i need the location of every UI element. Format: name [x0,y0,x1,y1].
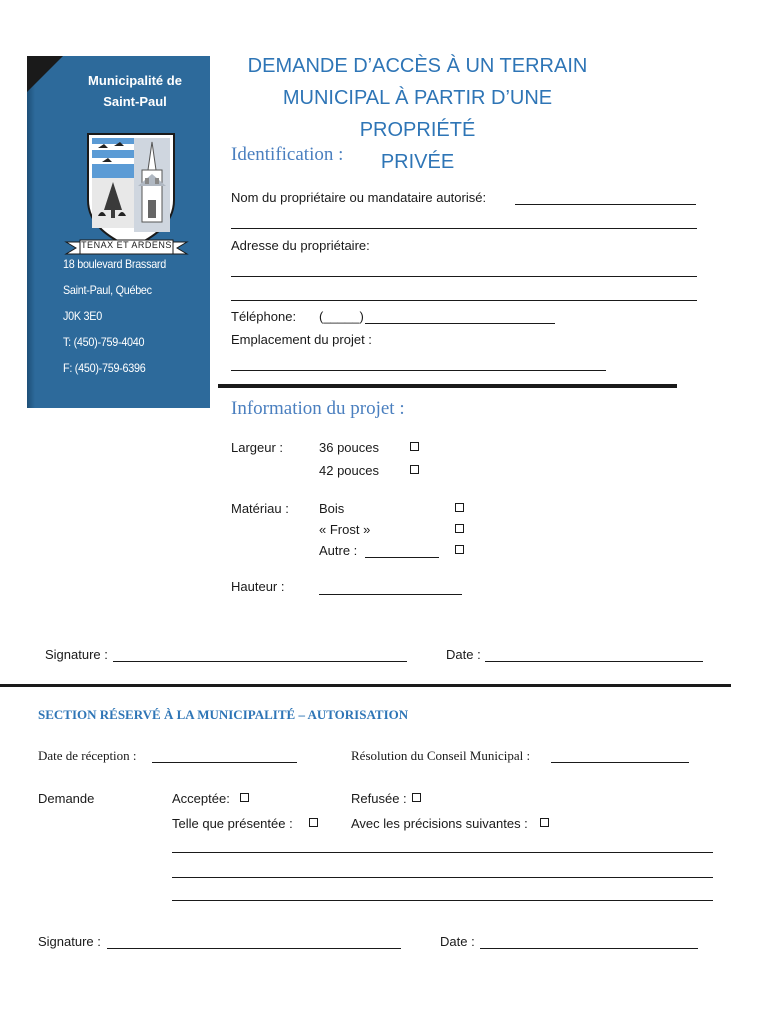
with-precisions-label: Avec les précisions suivantes : [351,816,528,831]
location-label: Emplacement du projet : [231,332,372,347]
sidebar-edge [27,56,35,408]
signature-field[interactable] [113,661,407,662]
resolution-label: Résolution du Conseil Municipal : [351,748,531,763]
section-divider [218,384,677,388]
refused-label: Refusée : [351,791,407,806]
material-option-wood: Bois [319,501,345,516]
signature-field-2[interactable] [107,948,401,949]
date-field[interactable] [485,661,703,662]
resolution-field[interactable] [551,762,689,763]
municipality-line1: Municipalité de [88,73,182,88]
address-label: Adresse du propriétaire: [231,238,370,253]
material-wood-checkbox[interactable] [455,503,464,512]
width-option-42: 42 pouces [319,463,379,478]
date-label: Date : [446,647,481,662]
refused-checkbox[interactable] [412,793,421,802]
motto-text: TENAX ET ARDENS [81,240,172,250]
title-line2: MUNICIPAL À PARTIR D’UNE PROPRIÉTÉ [282,87,553,141]
title-line3: PRIVÉE [380,151,455,173]
municipality-line2: Saint-Paul [103,94,167,109]
address-line-1: 18 boulevard Brassard [63,257,167,271]
reserved-heading: SECTION RÉSERVÉ À LA MUNICIPALITÉ – AUTORISATION [38,707,409,722]
accepted-label: Acceptée: [172,791,230,806]
demande-label: Demande [38,791,95,806]
address-field-line2[interactable] [231,300,697,301]
with-precisions-checkbox[interactable] [540,818,549,827]
width-label: Largeur : [231,440,284,455]
material-option-other: Autre : [319,543,358,558]
accepted-checkbox[interactable] [240,793,249,802]
reception-field[interactable] [152,762,297,763]
material-option-frost: « Frost » [319,522,371,537]
address-field-line1[interactable] [231,276,697,277]
address-phone: T: (450)-759-4040 [63,335,145,349]
height-field[interactable] [319,594,462,595]
owner-field[interactable] [515,204,696,205]
title-line1: DEMANDE D’ACCÈS À UN TERRAIN [247,55,588,77]
owner-label: Nom du propriétaire ou mandataire autorisé: [231,190,487,205]
owner-field-line2[interactable] [231,228,697,229]
reserved-divider [0,684,731,687]
address-line-2: Saint-Paul, Québec [63,283,152,297]
as-presented-label: Telle que présentée : [172,816,293,831]
precisions-line-3[interactable] [172,900,713,901]
sidebar-corner [27,56,63,92]
material-label: Matériau : [231,501,289,516]
signature-label-2: Signature : [38,934,101,949]
phone-label: Téléphone: [231,309,297,324]
precisions-line-1[interactable] [172,852,713,853]
address-fax: F: (450)-759-6396 [63,361,146,375]
material-other-field[interactable] [365,557,439,558]
project-heading: Information du projet : [231,398,405,419]
reception-label: Date de réception : [38,748,137,763]
material-other-checkbox[interactable] [455,545,464,554]
municipality-name [70,70,200,112]
as-presented-checkbox[interactable] [309,818,318,827]
material-frost-checkbox[interactable] [455,524,464,533]
width-42-checkbox[interactable] [410,465,419,474]
phone-area-code[interactable]: (_____) [319,309,364,324]
date-field-2[interactable] [480,948,698,949]
identification-heading: Identification : [231,144,344,165]
date-label-2: Date : [440,934,475,949]
precisions-line-2[interactable] [172,877,713,878]
location-field[interactable] [231,370,606,371]
phone-field[interactable] [365,323,555,324]
width-36-checkbox[interactable] [410,442,419,451]
height-label: Hauteur : [231,579,285,594]
width-option-36: 36 pouces [319,440,379,455]
signature-label: Signature : [45,647,108,662]
address-line-3: J0K 3E0 [63,309,102,323]
